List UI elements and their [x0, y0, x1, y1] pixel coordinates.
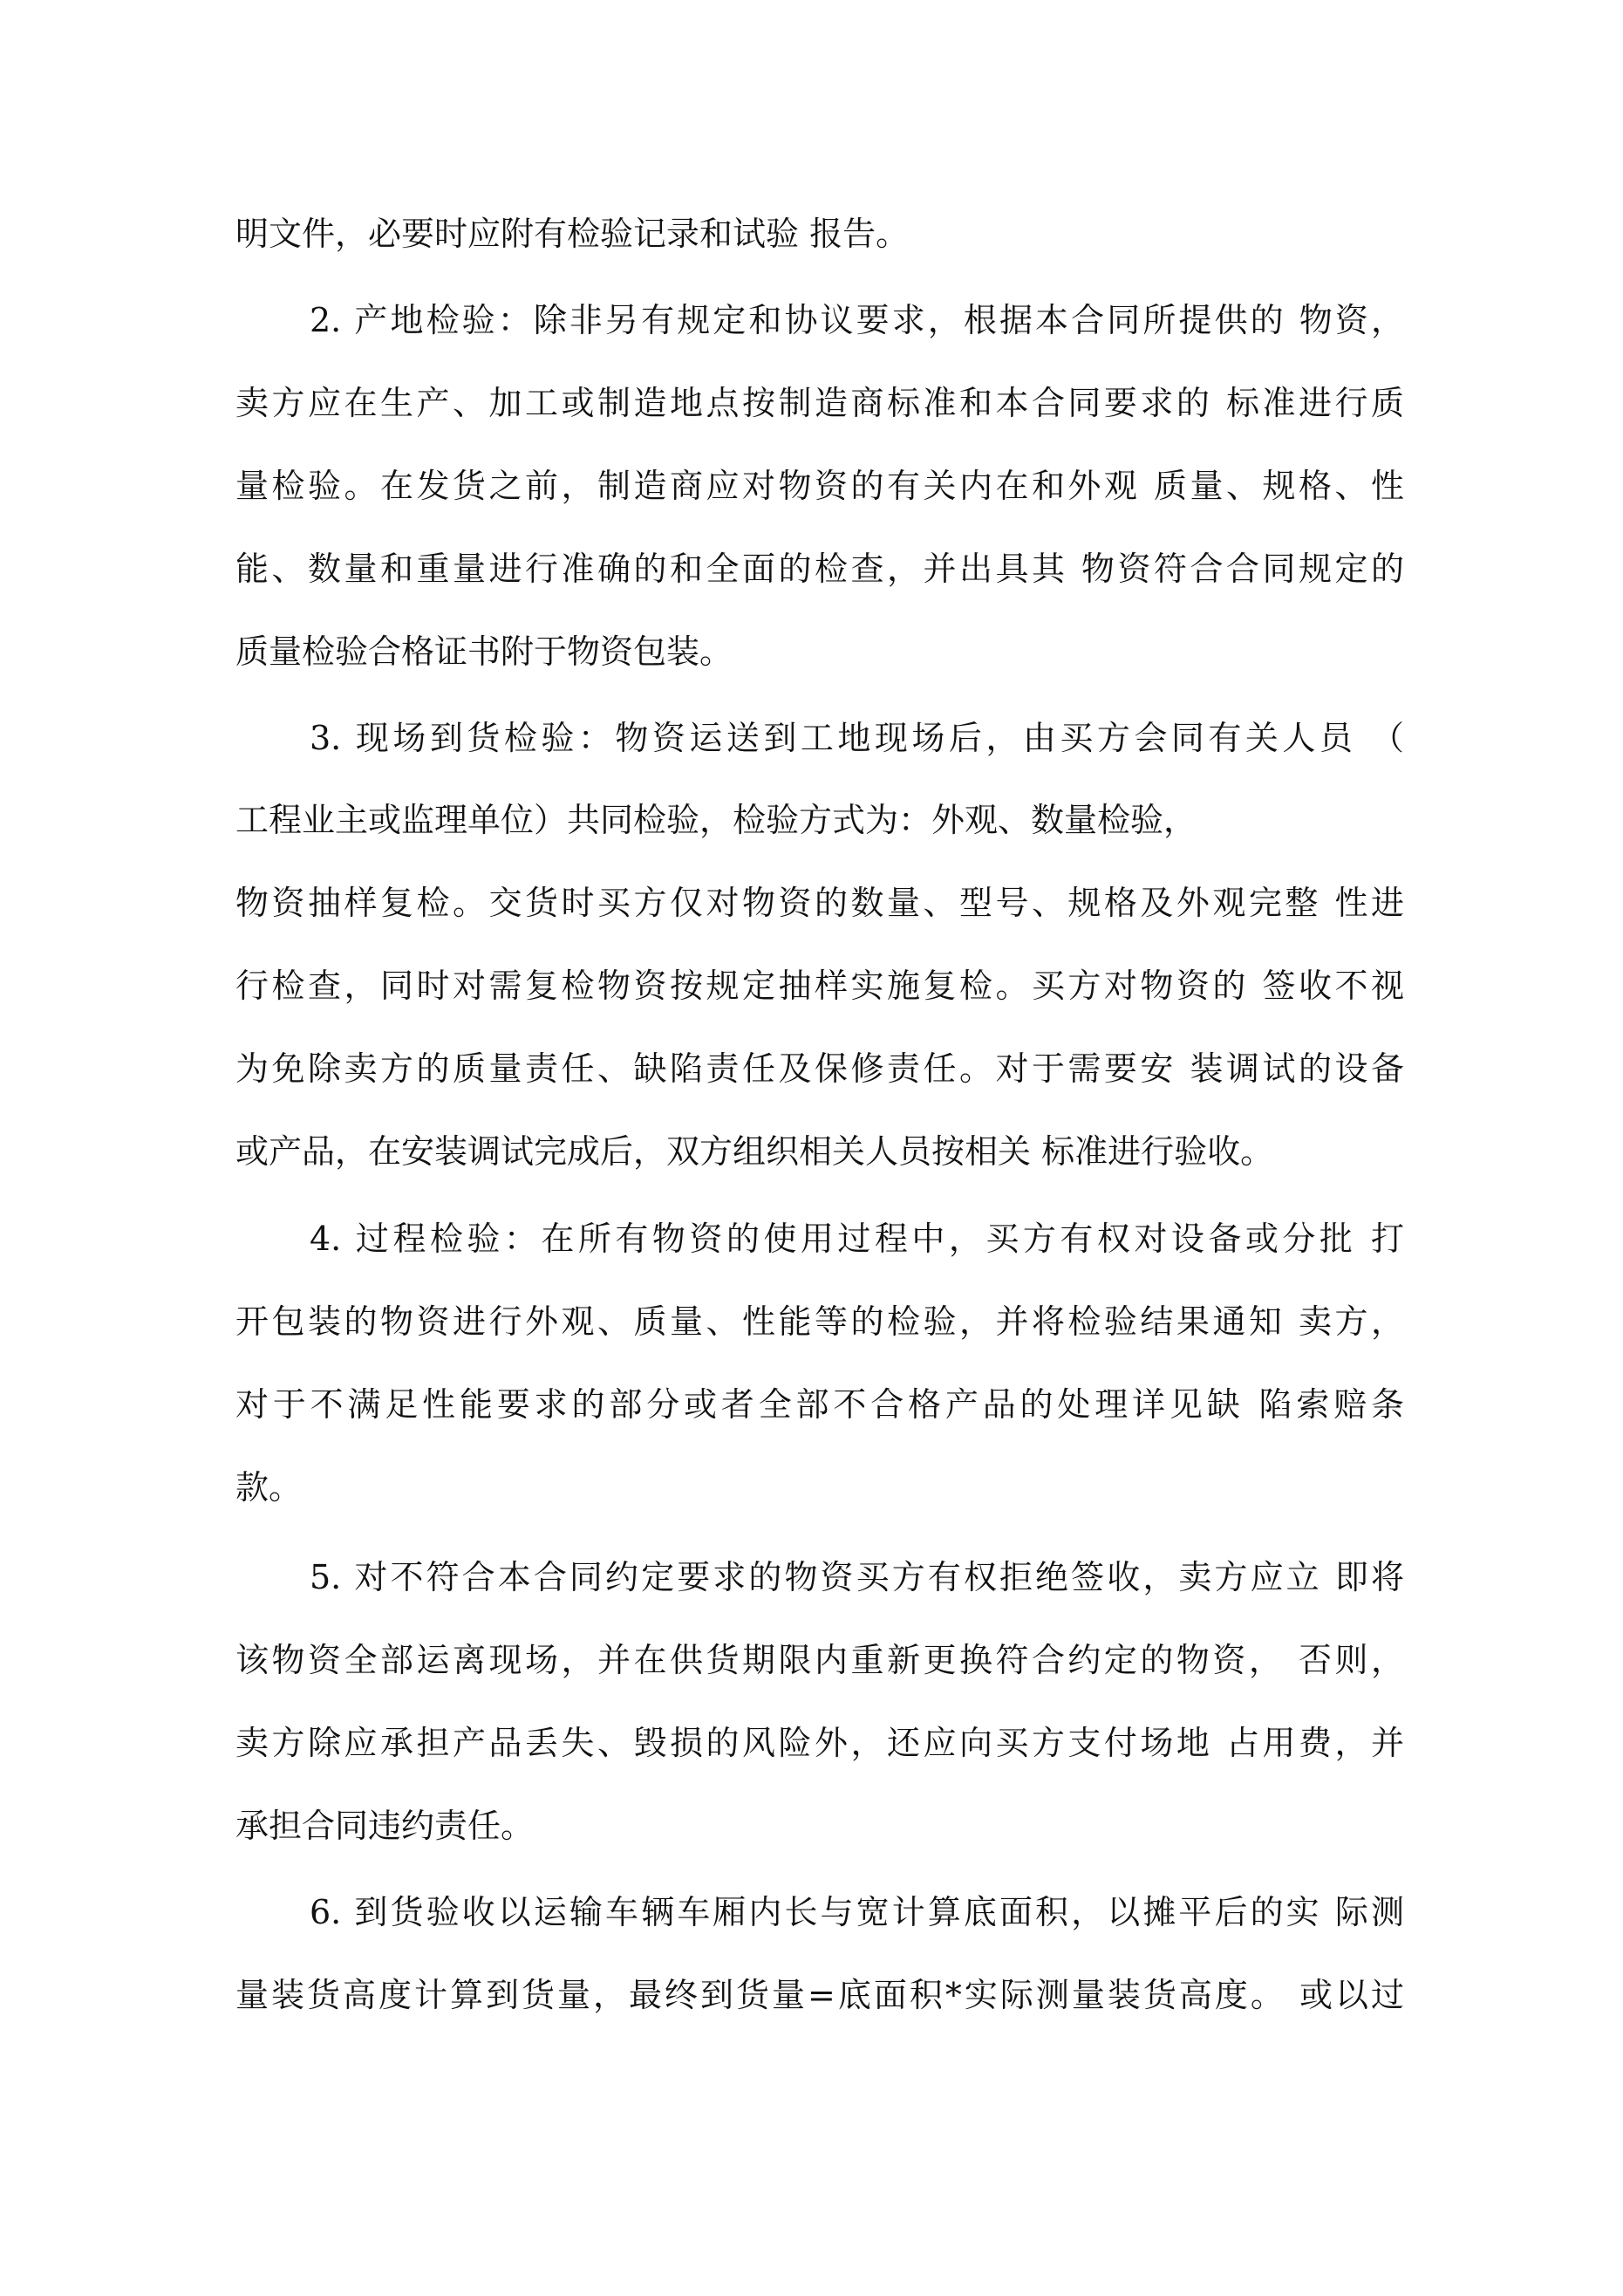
text-line: 明文件，必要时应附有检验记录和试验 报告。 — [235, 215, 910, 253]
text-line: 质量检验合格证书附于物资包装。 — [235, 632, 733, 671]
text-line: 开包装的物资进行外观、质量、性能等的检验，并将检验结果通知 卖方， — [235, 1302, 1404, 1341]
text-line: 对于不满足性能要求的部分或者全部不合格产品的处理详见缺 陷索赔条 — [235, 1385, 1404, 1424]
text-line: 款。 — [235, 1468, 303, 1507]
text-line: 卖方应在生产、加工或制造地点按制造商标准和本合同要求的 标准进行质 — [235, 384, 1404, 422]
text-line: 5. 对不符合本合同约定要求的物资买方有权拒绝签收，卖方应立 即将 — [310, 1558, 1404, 1596]
text-line: 6. 到货验收以运输车辆车厢内长与宽计算底面积，以摊平后的实 际测 — [310, 1893, 1404, 1931]
text-line: 工程业主或监理单位）共同检验，检验方式为：外观、数量检验， — [235, 801, 1197, 839]
text-line: 卖方除应承担产品丢失、毁损的风险外，还应向买方支付场地 占用费，并 — [235, 1724, 1404, 1762]
text-line: 为免除卖方的质量责任、缺陷责任及保修责任。对于需要安 装调试的设备 — [235, 1049, 1404, 1088]
text-line: 量装货高度计算到货量，最终到货量=底面积*实际测量装货高度。 或以过 — [235, 1976, 1404, 2014]
text-line: 量检验。在发货之前，制造商应对物资的有关内在和外观 质量、规格、性 — [235, 467, 1404, 505]
text-line: 4. 过程检验：在所有物资的使用过程中，买方有权对设备或分批 打 — [310, 1220, 1404, 1258]
text-line: 能、数量和重量进行准确的和全面的检查，并出具其 物资符合合同规定的 — [235, 550, 1404, 588]
text-line: 3. 现场到货检验：物资运送到工地现场后，由买方会同有关人员 （ — [310, 719, 1404, 757]
text-line: 行检查，同时对需复检物资按规定抽样实施复检。买方对物资的 签收不视 — [235, 967, 1404, 1005]
text-line: 物资抽样复检。交货时买方仅对物资的数量、型号、规格及外观完整 性进 — [235, 884, 1404, 922]
text-line: 该物资全部运离现场，并在供货期限内重新更换符合约定的物资， 否则， — [235, 1641, 1404, 1679]
text-line: 或产品，在安装调试完成后，双方组织相关人员按相关 标准进行验收。 — [235, 1132, 1274, 1171]
text-line: 承担合同违约责任。 — [235, 1807, 535, 1845]
text-line: 2. 产地检验：除非另有规定和协议要求，根据本合同所提供的 物资， — [310, 301, 1404, 339]
